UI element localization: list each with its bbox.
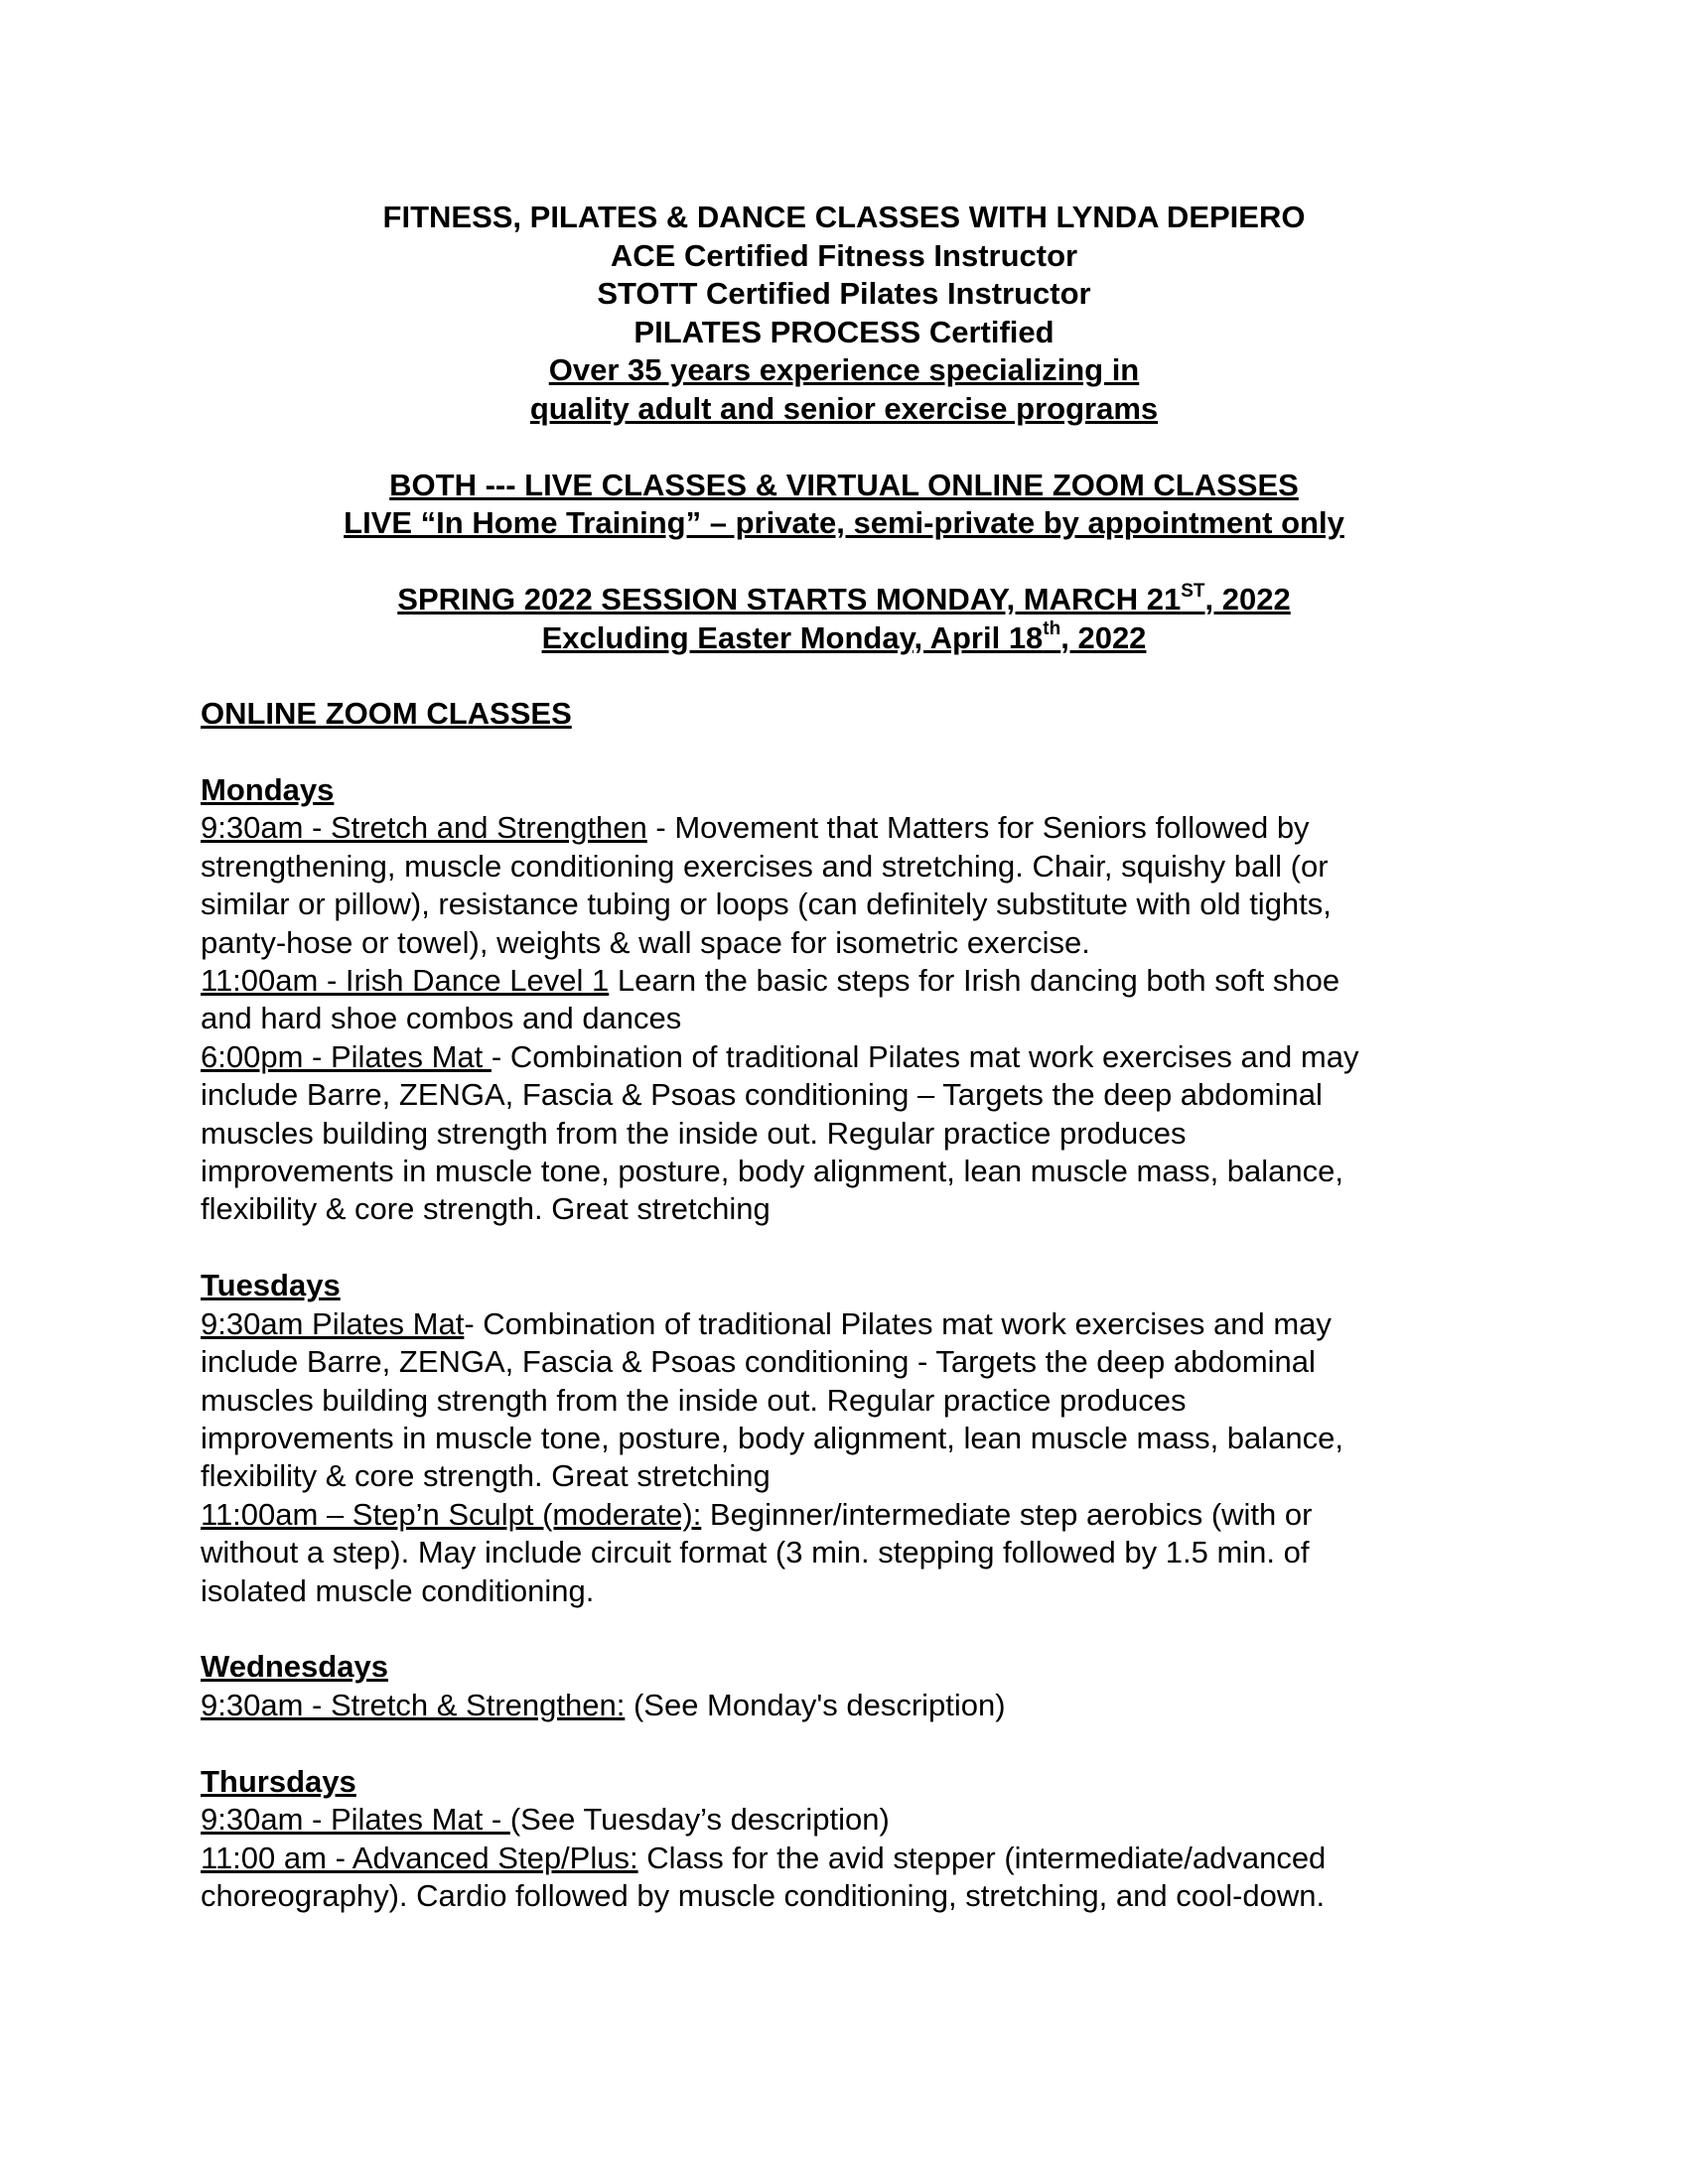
day-heading-wednesdays: Wednesdays	[201, 1649, 388, 1685]
class-title: 6:00pm - Pilates Mat	[201, 1038, 492, 1074]
class-title: 11:00am - Irish Dance Level 1	[201, 962, 610, 998]
class-description: strengthening, muscle conditioning exercises and stretching. Chair, squishy ball (or	[201, 848, 1329, 884]
section-title: ONLINE ZOOM CLASSES	[201, 696, 572, 731]
class-description: flexibility & core strength. Great stretching	[201, 1191, 771, 1227]
class-description: flexibility & core strength. Great stretching	[201, 1458, 771, 1494]
class-description: and hard shoe combos and dances	[201, 1001, 682, 1036]
class-title: 9:30am - Pilates Mat -	[201, 1802, 510, 1838]
class-title: 11:00am – Step’n Sculpt (moderate):	[201, 1496, 702, 1532]
class-description: improvements in muscle tone, posture, body alignment, lean muscle mass, balance,	[201, 1420, 1344, 1455]
class-entry: 9:30am Pilates Mat- Combination of traditional Pilates mat work exercises and may	[201, 1305, 1332, 1341]
class-description: without a step). May include circuit format (3 min. stepping followed by 1.5 min. of	[201, 1535, 1310, 1570]
class-description: isolated muscle conditioning.	[201, 1572, 595, 1608]
class-title: 9:30am - Stretch & Strengthen:	[201, 1687, 626, 1722]
header-session-start: SPRING 2022 SESSION STARTS MONDAY, MARCH 21ST, 2022	[397, 580, 1291, 616]
class-entry: 6:00pm - Pilates Mat - Combination of traditional Pilates mat work exercises and may	[201, 1038, 1359, 1074]
class-description: panty-hose or towel), weights & wall space for isometric exercise.	[201, 924, 1090, 960]
class-description: muscles building strength from the inside out. Regular practice produces	[201, 1115, 1187, 1151]
class-title: 9:30am Pilates Mat	[201, 1305, 465, 1341]
class-entry: 11:00am – Step’n Sculpt (moderate): Beginner/intermediate step aerobics (with or	[201, 1496, 1313, 1532]
class-entry: 9:30am - Stretch & Strengthen: (See Monday's description)	[201, 1687, 1006, 1722]
class-description: similar or pillow), resistance tubing or loops (can definitely substitute with old tights,	[201, 887, 1332, 922]
header-class-types: BOTH --- LIVE CLASSES & VIRTUAL ONLINE ZOOM CLASSES	[389, 467, 1299, 502]
class-title: 9:30am - Stretch and Strengthen	[201, 810, 647, 846]
class-description: include Barre, ZENGA, Fascia & Psoas conditioning - Targets the deep abdominal	[201, 1344, 1316, 1380]
header-experience-line1: Over 35 years experience specializing in	[548, 352, 1140, 387]
class-description: include Barre, ZENGA, Fascia & Psoas conditioning – Targets the deep abdominal	[201, 1077, 1323, 1113]
class-entry: 11:00am - Irish Dance Level 1 Learn the basic steps for Irish dancing both soft shoe	[201, 962, 1340, 998]
header-in-home-training: LIVE “In Home Training” – private, semi-private by appointment only	[344, 505, 1344, 540]
class-description: choreography). Cardio followed by muscle conditioning, stretching, and cool-down.	[201, 1877, 1326, 1913]
header-cert-stott: STOTT Certified Pilates Instructor	[597, 276, 1091, 311]
class-entry: 9:30am - Stretch and Strengthen - Movement that Matters for Seniors followed by	[201, 810, 1310, 846]
class-title: 11:00 am - Advanced Step/Plus:	[201, 1840, 638, 1875]
header-session-exclusion: Excluding Easter Monday, April 18th, 2022	[541, 618, 1147, 655]
class-description: muscles building strength from the inside out. Regular practice produces	[201, 1382, 1187, 1418]
header-cert-pilates-process: PILATES PROCESS Certified	[633, 314, 1055, 349]
class-description: improvements in muscle tone, posture, body alignment, lean muscle mass, balance,	[201, 1153, 1344, 1188]
header-cert-ace: ACE Certified Fitness Instructor	[610, 237, 1078, 273]
document-header	[0, 199, 1688, 657]
schedule-body	[201, 695, 1491, 1915]
class-entry: 9:30am - Pilates Mat - (See Tuesday’s description)	[201, 1802, 890, 1838]
header-title: FITNESS, PILATES & DANCE CLASSES WITH LYNDA DEPIERO	[382, 200, 1306, 234]
header-experience-line2: quality adult and senior exercise programs	[529, 390, 1159, 426]
day-heading-thursdays: Thursdays	[201, 1763, 356, 1799]
class-entry: 11:00 am - Advanced Step/Plus: Class for the avid stepper (intermediate/advanced	[201, 1840, 1327, 1875]
day-heading-tuesdays: Tuesdays	[201, 1268, 341, 1303]
day-heading-mondays: Mondays	[201, 771, 335, 807]
